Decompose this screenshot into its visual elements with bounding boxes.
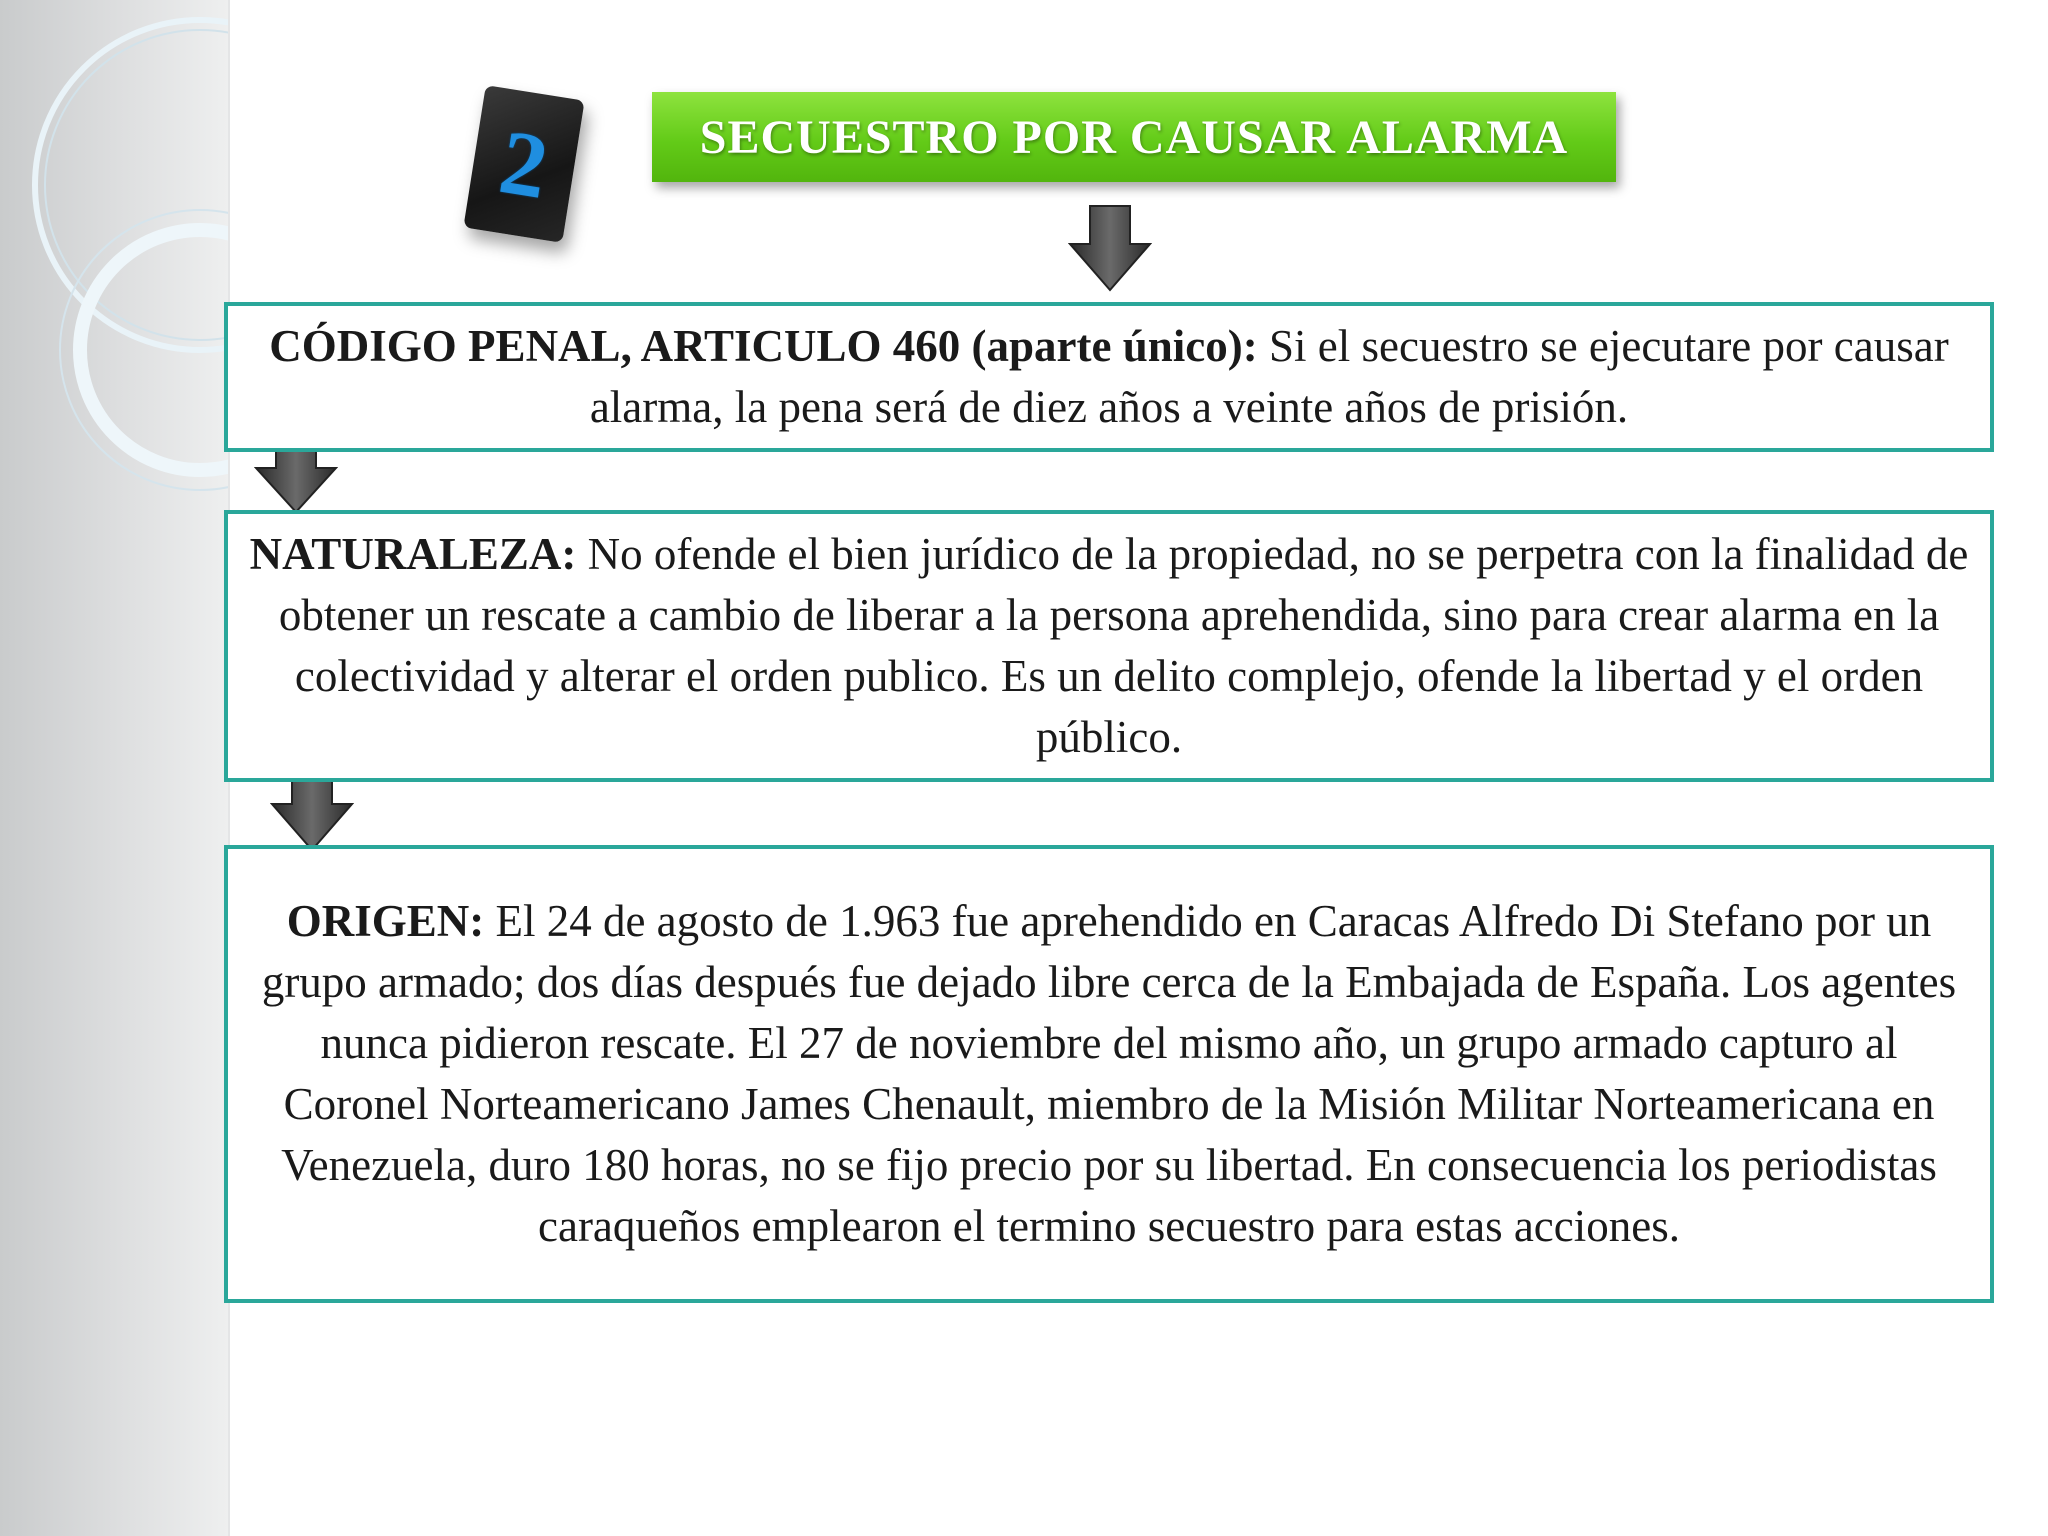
decorative-sidebar — [0, 0, 230, 1536]
naturaleza-paragraph — [248, 524, 1970, 768]
origen-paragraph — [248, 891, 1970, 1257]
slide-title: SECUESTRO POR CAUSAR ALARMA — [699, 110, 1569, 164]
articulo-paragraph — [248, 316, 1970, 438]
title-banner — [652, 92, 1616, 182]
articulo-label: CÓDIGO PENAL, ARTICULO 460 (aparte único): — [269, 321, 1258, 371]
origen-text: El 24 de agosto de 1.963 fue aprehendido en Caracas Alfredo Di Stefano por un grupo armado; dos días después fue dejado libre cerca de la Embajada de España. Los agentes nunca pidieron rescate. El 27 de noviembre del mismo año, un grupo armado capturo al Coronel Norteamericano James Chenault, miembro de la Misión Militar Norteamericana en Venezuela, duro 180 horas, no se fijo precio por su libertad. En consecuencia los periodistas caraqueños emplearon el termino secuestro para estas acciones. — [261, 896, 1957, 1251]
articulo-box — [224, 302, 1994, 452]
articulo-text: Si el secuestro se ejecutare por causar alarma, la pena será de diez años a veinte años de prisión. — [589, 321, 1949, 432]
slide-number-badge — [463, 85, 584, 243]
naturaleza-text: No ofende el bien jurídico de la propiedad, no se perpetra con la finalidad de obtener un rescate a cambio de liberar a la persona aprehendida, sino para crear alarma en la colectividad y alterar el orden publico. Es un delito complejo, ofende la libertad y el orden público. — [278, 529, 1969, 762]
origen-box — [224, 845, 1994, 1303]
decorative-circles — [0, 0, 228, 1536]
origen-label: ORIGEN: — [286, 896, 485, 946]
down-arrow-icon — [1068, 204, 1152, 292]
slide-number: 2 — [493, 110, 555, 218]
naturaleza-label: NATURALEZA: — [249, 529, 577, 579]
naturaleza-box — [224, 510, 1994, 782]
